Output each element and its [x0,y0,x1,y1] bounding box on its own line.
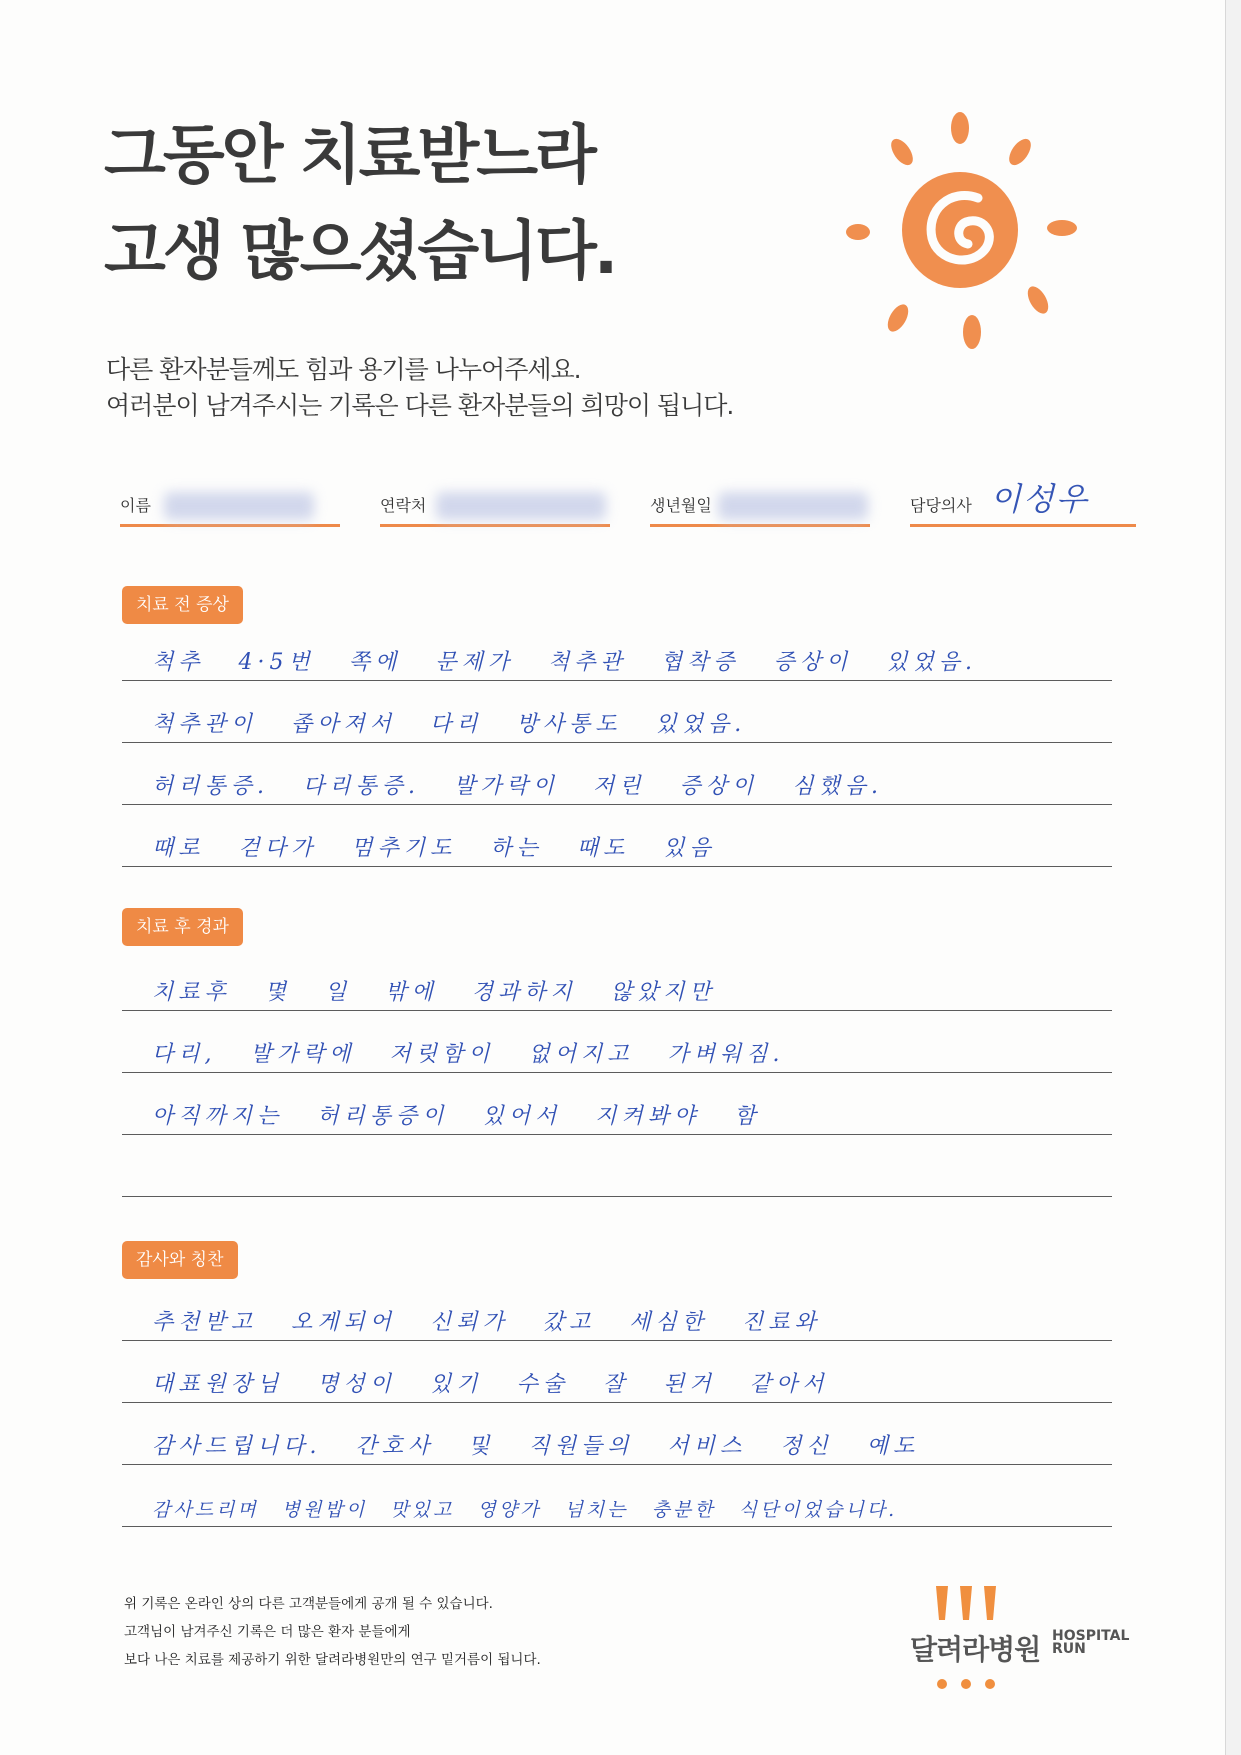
footer-note-3: 보다 나은 치료를 제공하기 위한 달려라병원만의 연구 밑거름이 됩니다. [124,1652,541,1668]
subtitle-line-1: 다른 환자분들께도 힘과 용기를 나누어주세요. [106,355,581,384]
doctor-field[interactable] [910,478,1136,527]
handwritten-line[interactable]: 척추 4·5번 쪽에 문제가 척추관 협착증 증상이 있었음. [122,636,1112,681]
redacted-contact [436,492,606,520]
redacted-name [164,492,314,520]
page-edge [1226,0,1241,1755]
handwritten-line[interactable]: 때로 걷다가 멈추기도 하는 때도 있음 [122,822,1112,867]
subtitle-line-2: 여러분이 남겨주시는 기록은 다른 환자분들의 희망이 됩니다. [106,391,734,420]
footer-note-2: 고객님이 남겨주신 기록은 더 많은 환자 분들에게 [124,1624,411,1640]
handwritten-line[interactable]: 감사드리며 병원밥이 맛있고 영양가 넘치는 충분한 식단이었습니다. [122,1482,1112,1527]
handwritten-line[interactable]: 허리통증. 다리통증. 발가락이 저린 증상이 심했음. [122,760,1112,805]
contact-label: 연락처 [380,496,427,515]
section-tag-thanks-praise: 감사와 칭찬 [122,1241,238,1279]
handwritten-line[interactable]: 다리, 발가락에 저릿함이 없어지고 가벼워짐. [122,1028,1112,1073]
logo-english: HOSPITAL RUN [1052,1628,1130,1657]
handwritten-line[interactable]: 아직까지는 허리통증이 있어서 지켜봐야 함 [122,1090,1112,1135]
section-tag-after-treatment: 치료 후 경과 [122,908,243,946]
handwritten-line[interactable]: 척추관이 좁아져서 다리 방사통도 있었음. [122,698,1112,743]
sun-icon [840,110,1100,380]
headline-line-1: 그동안 치료받느라 [104,119,594,193]
birthdate-field[interactable] [650,478,870,527]
hospital-logo [910,1584,1130,1694]
doctor-name: 이성우 [990,480,1089,518]
doctor-label: 담당의사 [910,496,972,515]
handwritten-line[interactable]: 대표원장님 명성이 있기 수술 잘 된거 같아서 [122,1358,1112,1403]
headline-line-2: 고생 많으셨습니다. [104,215,616,289]
name-field[interactable] [120,478,340,527]
redacted-birthdate [718,492,868,520]
handwritten-line[interactable]: 감사드립니다. 간호사 및 직원들의 서비스 정신 예도 [122,1420,1112,1465]
name-label: 이름 [120,496,151,515]
handwritten-line[interactable]: 추천받고 오게되어 신뢰가 갔고 세심한 진료와 [122,1296,1112,1341]
handwritten-line[interactable] [122,1152,1112,1197]
footer-note-1: 위 기록은 온라인 상의 다른 고객분들에게 공개 될 수 있습니다. [124,1596,493,1612]
contact-field[interactable] [380,478,610,527]
birthdate-label: 생년월일 [650,496,712,515]
handwritten-line[interactable]: 치료후 몇 일 밖에 경과하지 않았지만 [122,966,1112,1011]
logo-korean: 달려라병원 [910,1633,1041,1666]
section-tag-before-treatment: 치료 전 증상 [122,586,243,624]
